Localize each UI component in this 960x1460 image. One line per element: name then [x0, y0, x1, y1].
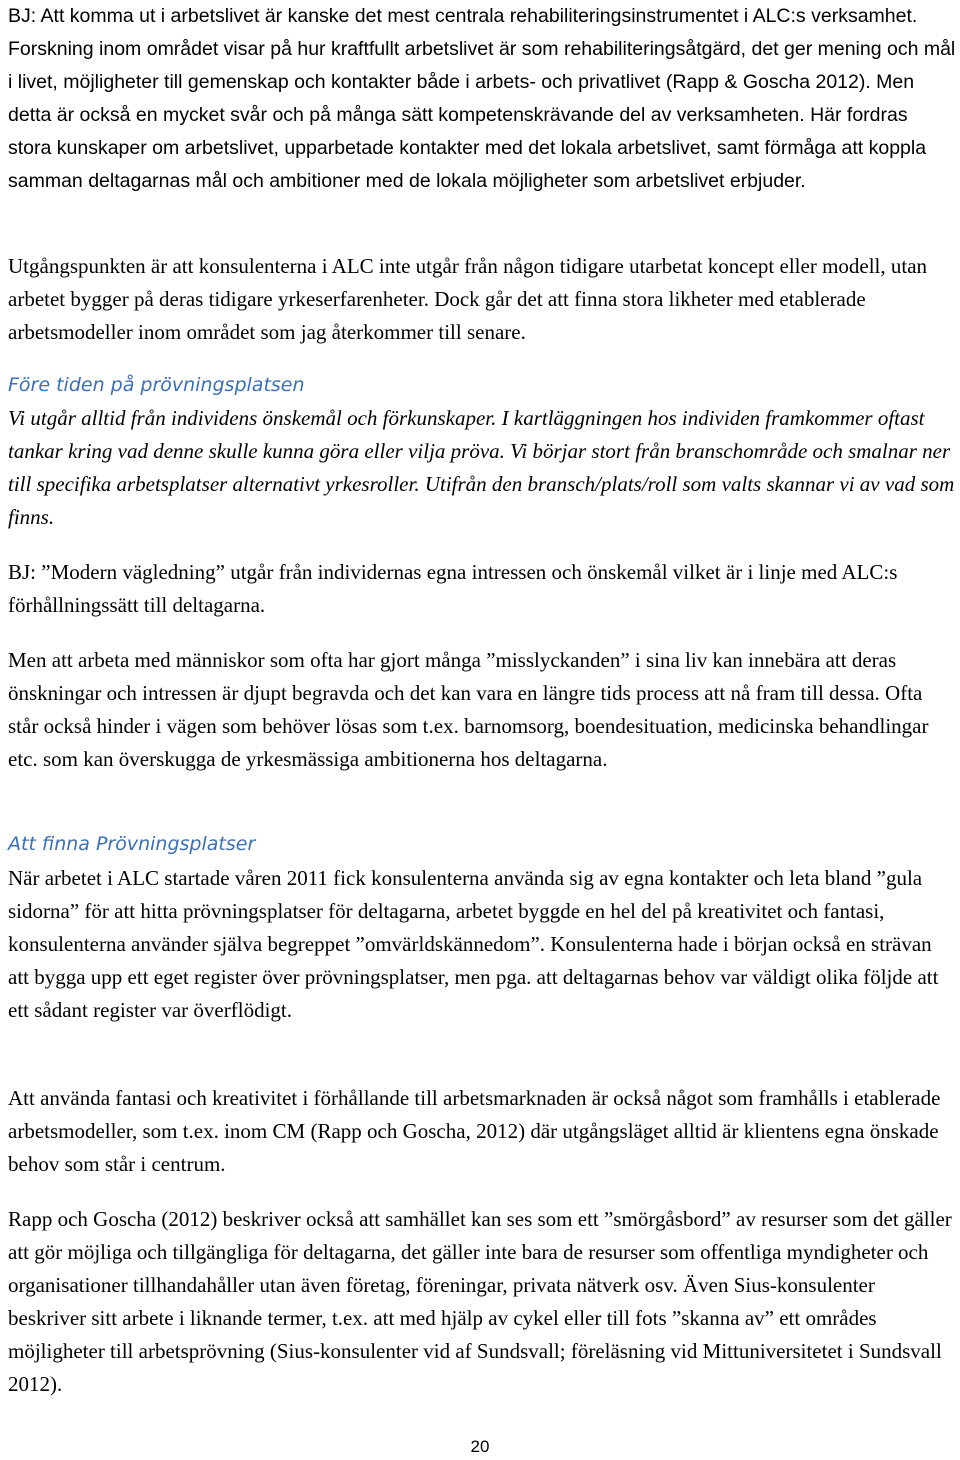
- paragraph-smorgasbord: Rapp och Goscha (2012) beskriver också att samhället kan ses som ett ”smörgåsbord” av resurser som det gäller att gör möjliga och tillgängliga för deltagarna, det gäller inte bara de resurser som offentliga myndigheter och organisationer tillhandahåller utan även företag, föreningar, privata nätverk osv. Även Sius-konsulenter beskriver sitt arbete i liknande termer, t.ex. att med hjälp av cykel eller till fots ”skanna av” ett områdes möjligheter till arbetsprövning (Sius-konsulenter vid af Sundsvall; föreläsning vid Mittuniversitetet i Sundsvall 2012).: [8, 1207, 952, 1396]
- paragraph-starting-point: Utgångspunkten är att konsulenterna i ALC inte utgår från någon tidigare utarbetat koncept eller modell, utan arbetet bygger på deras tidigare yrkeserfarenheter. Dock går det att finna stora likheter med etablerade arbetsmodeller inom området som jag återkommer till senare.: [8, 254, 928, 344]
- paragraph-creativity: Att använda fantasi och kreativitet i förhållande till arbetsmarknaden är också något som framhålls i etablerade arbetsmodeller, som t.ex. inom CM (Rapp och Goscha, 2012) där utgångsläget alltid är klientens egna önskade behov som står i centrum.: [8, 1086, 941, 1176]
- page-number: 20: [470, 1437, 490, 1456]
- paragraph-quote-individual-wishes: Vi utgår alltid från individens önskemål och förkunskaper. I kartläggningen hos individen framkommer oftast tankar kring vad denne skulle kunna göra eller vilja pröva. Vi börjar stort från branschområde och smalnar ner till specifika arbetsplatser alternativt yrkesroller. Utifrån den bransch/plats/roll som valts skannar vi av vad som finns.: [8, 406, 955, 529]
- heading-finding-trial-places: Att finna Prövningsplatser: [8, 833, 256, 855]
- paragraph-modern-guidance: BJ: ”Modern vägledning” utgår från individernas egna intressen och önskemål vilket är i linje med ALC:s förhållningssätt till deltagarna.: [8, 560, 898, 617]
- paragraph-alc-start: När arbetet i ALC startade våren 2011 fick konsulenterna använda sig av egna kontakter och leta bland ”gula sidorna” för att hitta prövningsplatser för deltagarna, arbetet byggde en hel del på kreativitet och fantasi, konsulenterna använder själva begreppet ”omvärldskännedom”. Konsulenterna hade i början också en strävan att bygga upp ett eget register över prövningsplatser, men pga. att deltagarnas behov var väldigt olika följde att ett sådant register var överflödigt.: [8, 866, 939, 1022]
- paragraph-rehabilitation: BJ: Att komma ut i arbetslivet är kanske det mest centrala rehabiliteringsinstrumentet i ALC:s verksamhet. Forskning inom området visar på hur kraftfullt arbetslivet är som rehabiliteringsåtgärd, det ger mening och mål i livet, möjligheter till gemenskap och kontakter både i arbets- och privatlivet (Rapp & Goscha 2012). Men detta är också en mycket svår och på många sätt kompetenskrävande del av verksamheten. Här fordras stora kunskaper om arbetslivet, upparbetade kontakter med det lokala arbetslivet, samt förmåga att koppla samman deltagarnas mål och ambitioner med de lokala möjligheter som arbetslivet erbjuder.: [8, 5, 956, 192]
- heading-before-trial: Före tiden på prövningsplatsen: [8, 374, 305, 396]
- paragraph-failures: Men att arbeta med människor som ofta har gjort många ”misslyckanden” i sina liv kan innebära att deras önskningar och intressen är djupt begravda och det kan vara en längre tids process att nå fram till dessa. Ofta står också hinder i vägen som behöver lösas som t.ex. barnomsorg, boendesituation, medicinska behandlingar etc. som kan överskugga de yrkesmässiga ambitionerna hos deltagarna.: [8, 648, 929, 771]
